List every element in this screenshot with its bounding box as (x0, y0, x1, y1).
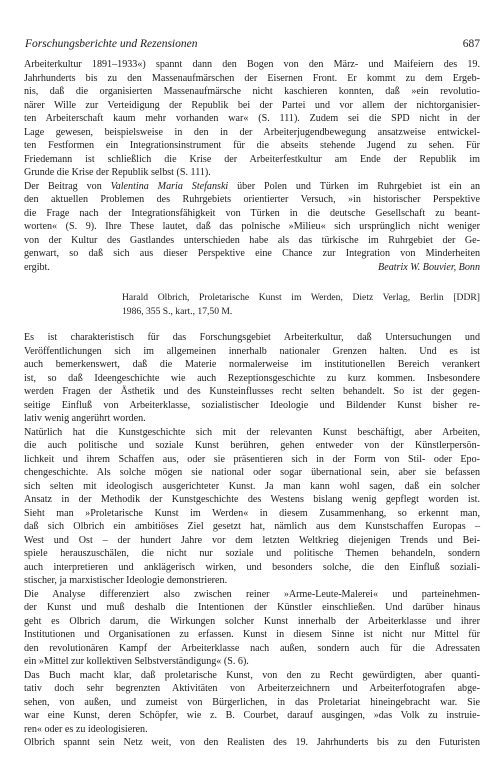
signature-line (24, 261, 480, 275)
review-two-text (24, 331, 480, 750)
text-line: Der Beitrag von Valentina Maria Stefanski über Polen und Türken im Ruhrgebiet ist ein an (24, 180, 480, 192)
book-page (24, 38, 480, 750)
text-line: ein »Mittel zur kollektiven Selbstverständigung« (S. 6). (24, 656, 249, 667)
text-line: genwart, so daß sich aus dieser Perspektive eine Chance zur Integration von Minderheiten (24, 248, 480, 259)
text-line: daß sich Olbrich ein ambitiöses Ziel gesetzt hat, nämlich aus dem Kunstschaffen Europas – (24, 521, 480, 532)
text-line: die auch politische und soziale Kunst berühren, gehen entweder von der Künstlerpersön- (24, 440, 480, 451)
citation-line: 1986, 355 S., kart., 17,50 M. (122, 306, 233, 317)
text-line: worten« (S. 9). Ihre These lautet, daß das polnische »Milieu« sich ursprünglich nicht weniger (24, 221, 480, 232)
text-line: den aktuellen Problemen des Ruhrgebiets orientierter Versuch, »in historischer Perspektive (24, 194, 480, 205)
text-line: ist, so daß Ideengeschichte wie auch Rezeptionsgeschichte zu kurz kommen. Insbesondere (24, 372, 480, 384)
citation-line: Harald Olbrich, Proletarische Kunst im Werden, Dietz Verlag, Berlin [DDR] (122, 292, 480, 303)
text-line: den revolutionären Kampf der Arbeiterklasse nach außen, sondern auch für die Adressaten (24, 642, 480, 654)
text-line: Arbeiterkultur 1891–1933«) spannt dann den Bogen von den März- und Maifeiern des 19. (24, 59, 480, 70)
text-line: spiele herauszuschälen, die nicht nur soziale und politische Themen behandeln, sondern (24, 548, 480, 559)
book-citation (122, 291, 480, 319)
text-line: der Kunst und muß deshalb die Intentionen der Künstler einschließen. Und darüber hinaus (24, 602, 480, 613)
text-line: ren« oder es zu ideologisieren. (24, 723, 148, 735)
text-line: stischer, ja marxistischer Ideologie demonstrieren. (24, 575, 228, 586)
text-line: die Frage nach der Integrationsfähigkeit von Türken in die deutsche Gesellschaft zu beant- (24, 207, 480, 219)
text-line: ten Festformen ein Integrationsinstrument für die abseits stehende Jugend zu sehen. Für (24, 140, 480, 151)
text-line: sich selten mit ideologisch ausgerichteter Kunst. Ja man kann wohl sagen, daß ein solcher (24, 480, 480, 492)
text-line: Grunde die Krise der Republik selbst (S. 111). (24, 167, 211, 178)
text-line: ten Arbeiterschaft kaum mehr vorhanden war« (S. 111). Zudem sei die SPD nicht in der (24, 113, 480, 124)
text-line-end: ergibt. (24, 261, 50, 273)
text-line: chengeschichte. Als solche mögen sie national oder sogar übernational sein, aber sie befassen (24, 467, 480, 478)
text-line: West und Ost – der hundert Jahre vor dem letzten Weltkrieg diejenigen Trends und Bei- (24, 534, 480, 546)
text-line: Olbrich spannt sein Netz weit, von den Realisten des 19. Jahrhunderts bis zu den Futuristen (24, 737, 480, 748)
text-line: Veröffentlichungen sich im allgemeinen innerhalb nationaler Grenzen halten. Und es ist (24, 345, 480, 357)
running-head (24, 38, 480, 58)
text-line: seitige Einfluß von Arbeiterklasse, sozialistischer Ideologie und Bildender Kunst bisher re- (24, 399, 480, 411)
text-line: Das Buch macht klar, daß proletarische Kunst, von den zu Recht gewürdigten, aber quanti- (24, 669, 480, 681)
text-line: närer Wille zur Verteidigung der Republik bei der Partei und vor allem der nichtorganisier- (24, 99, 480, 111)
text-line: auch bemerkenswert, daß die Materie normalerweise im institutionellen Bereich verankert (24, 359, 480, 370)
running-title: Forschungsberichte und Rezensionen (25, 38, 198, 50)
text-line: tativ doch sehr begrenzten Aktivitäten von Arbeiterzeichnern und Arbeiterfotografen abge- (24, 683, 480, 694)
text-line: Lage gewesen, beispielsweise in den in der Arbeiterjugendbewegung ansatzweise entwickel- (24, 126, 480, 138)
text-line: sehen, von außen, und zumeist von Bürgerlichen, in das Proletariat hineingebracht war. Sie (24, 696, 480, 708)
text-line: Friedemann ist schließlich die Krise der Arbeiterfestkultur am Ende der Republik im (24, 153, 480, 165)
text-line: Jahrhunderts bis zu den Massenaufmärschen der Eisernen Front. Er kommt zu dem Ergeb- (24, 72, 480, 84)
text-line: Es ist charakteristisch für das Forschungsgebiet Arbeiterkultur, daß Untersuchungen und (24, 332, 480, 343)
text-line: Natürlich hat die Kunstgeschichte sich mit der relevanten Kunst beschäftigt, aber Arbeiten, (24, 426, 480, 438)
review-one-text (24, 58, 480, 274)
text-line: lichkeit und ihrem Schaffen aus, oder sie präsentieren sich in der Form von Stil- oder Epo- (24, 453, 480, 465)
text-line: Institutionen und Organisationen zu erfassen. Kunst in diesem Sinne ist nicht nur Mittel für (24, 629, 480, 640)
text-line: von der Kultur des Gastlandes unterschieden habe als das türkische im Ruhrgebiet der Ge- (24, 234, 480, 246)
reviewer-signature: Beatrix W. Bouvier, Bonn (378, 261, 480, 273)
text-line: Die Analyse differenziert also zwischen reiner »Arme-Leute-Malerei« und parteinehmen- (24, 588, 480, 600)
text-line: nis, daß die organisierten Massenaufmärsche nicht kaschieren konnten, daß »ein revolutio- (24, 86, 480, 97)
text-line: Sieht man »Proletarische Kunst im Werden« in diesem Zusammenhang, so erkennt man, (24, 507, 480, 519)
text-line: Ansatz in der Methodik der Kunstgeschichte des Westens bislang wenig gepflegt worden ist. (24, 494, 480, 505)
page-number: 687 (462, 38, 480, 50)
text-line: geht es Olbrich darum, die Wirkungen solcher Kunst innerhalb der Arbeiterklasse und ihrer (24, 615, 480, 627)
text-line: auch interpretieren und anklägerisch wirken, und besonders solche, die den Einfluß soziali- (24, 561, 480, 573)
text-line: werden Fragen der Ästhetik und des Kunsteinflusses recht selten behandelt. So ist der gegen- (24, 386, 480, 397)
text-line: war eine Kunst, deren Schöpfer, wie z. B. Courbet, darauf ausgingen, »das Volk zu instruie- (24, 710, 480, 721)
text-line: lativ wenig angerührt worden. (24, 413, 146, 424)
